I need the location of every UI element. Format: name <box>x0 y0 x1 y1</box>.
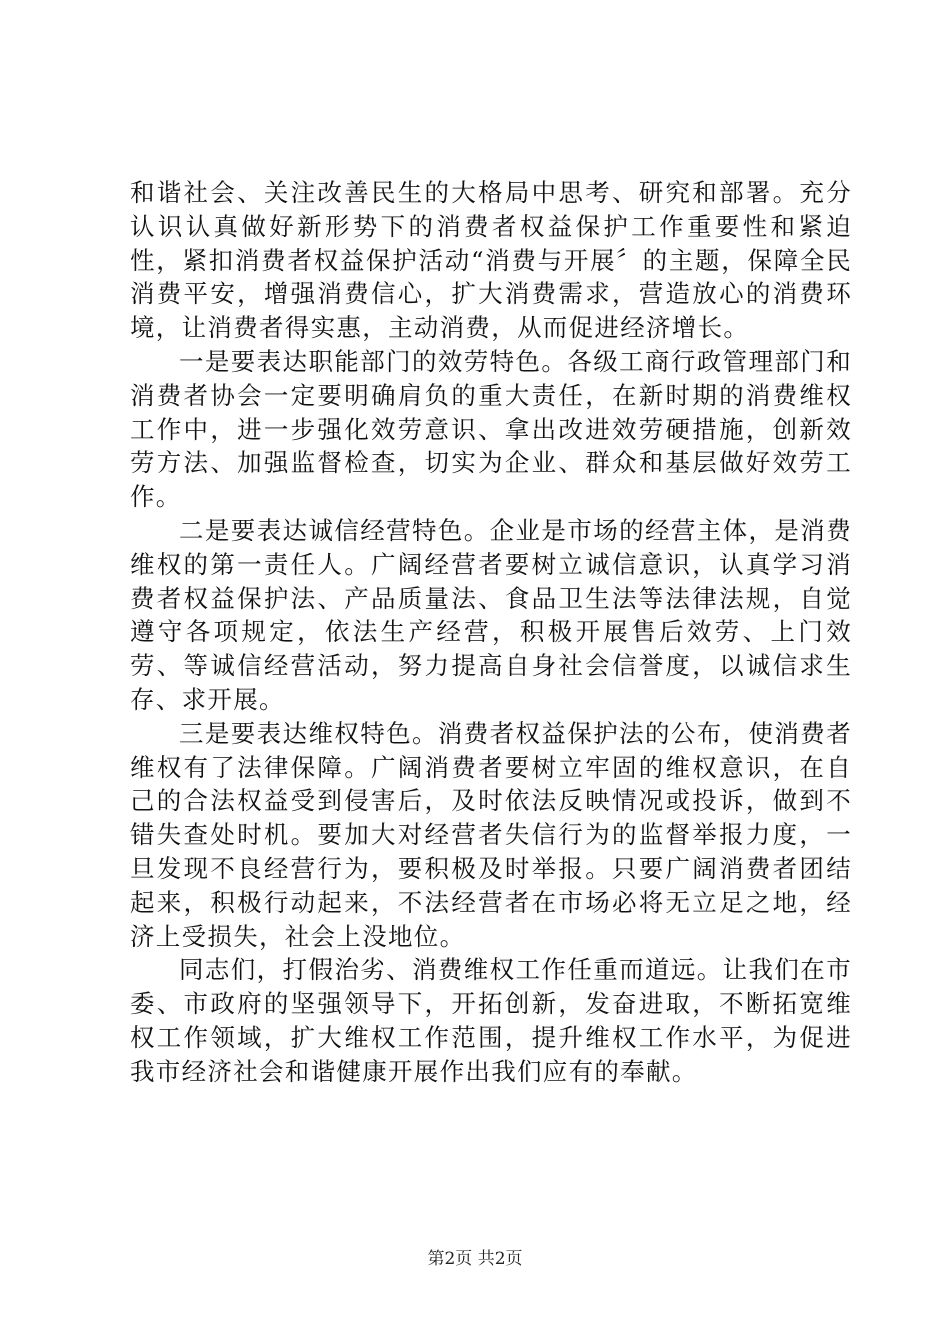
paragraph-service-feature: 一是要表达职能部门的效劳特色。各级工商行政管理部门和消费者协会一定要明确肩负的重大责任，在新时期的消费维权工作中，进一步强化效劳意识、拿出改进效劳硬措施，创新效劳方法、加强监督检查，切实为企业、群众和基层做好效劳工作。 <box>130 346 852 512</box>
document-body <box>130 176 852 1089</box>
paragraph-integrity-feature: 二是要表达诚信经营特色。企业是市场的经营主体，是消费维权的第一责任人。广阔经营者要树立诚信意识，认真学习消费者权益保护法、产品质量法、食品卫生法等法律法规，自觉遵守各项规定，依法生产经营，积极开展售后效劳、上门效劳、等诚信经营活动，努力提高自身社会信誉度，以诚信求生存、求开展。 <box>130 515 852 714</box>
paragraph-continuation: 和谐社会、关注改善民生的大格局中思考、研究和部署。充分认识认真做好新形势下的消费者权益保护工作重要性和紧迫性，紧扣消费者权益保护活动“消费与开展〞的主题，保障全民消费平安，增强消费信心，扩大消费需求，营造放心的消费环境，让消费者得实惠，主动消费，从而促进经济增长。 <box>130 178 853 343</box>
paragraph-rights-feature: 三是要表达维权特色。消费者权益保护法的公布，使消费者维权有了法律保障。广阔消费者要树立牢固的维权意识，在自己的合法权益受到侵害后，及时依法反映情况或投诉，做到不错失查处时机。要加大对经营者失信行为的监督举报力度，一旦发现不良经营行为，要积极及时举报。只要广阔消费者团结起来，积极行动起来，不法经营者在市场必将无立足之地，经济上受损失，社会上没地位。 <box>130 718 852 951</box>
page-number-footer: 第2页 共2页 <box>427 1249 523 1269</box>
paragraph-closing: 同志们，打假治劣、消费维权工作任重而道远。让我们在市委、市政府的坚强领导下，开拓创新，发奋进取，不断拓宽维权工作领域，扩大维权工作范围，提升维权工作水平，为促进我市经济社会和谐健康开展作出我们应有的奉献。 <box>130 955 852 1086</box>
